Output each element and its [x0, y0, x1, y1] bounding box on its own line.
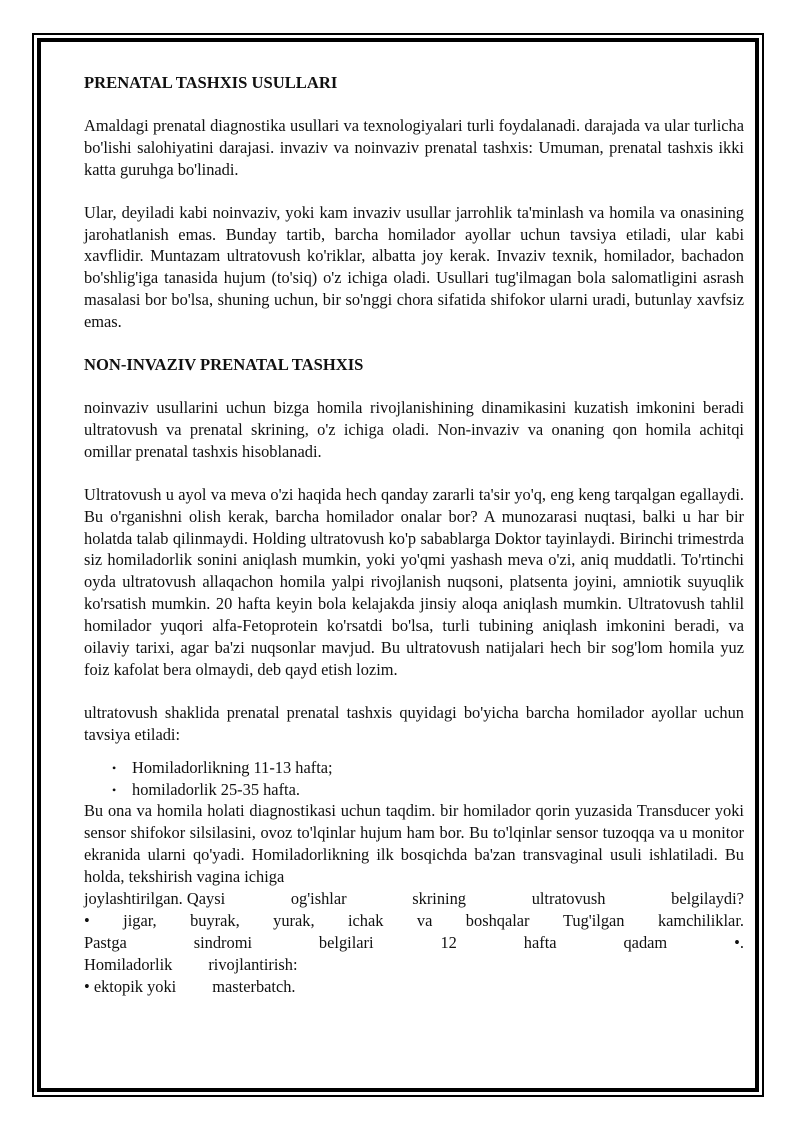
paragraph: Amaldagi prenatal diagnostika usullari va texnologiyalari turli foydalanadi. darajada va ular turlicha bo'lishi salohiyatini darajasi. invaziv va noinvaziv prenatal tashxis: Umuman, prenatal tashxis ikki katta guruhga bo'linadi. [84, 115, 744, 179]
document-body [84, 72, 744, 998]
paragraph: Bu ona va homila holati diagnostikasi uchun taqdim. bir homilador qorin yuzasida Transducer yoki sensor shifokor silsilasini, ovoz to'lqinlar hujum ham bor. Bu to'lqinlar sensor tuzoqqa va u monitor ekranida ularni qo'yadi. Homiladorlikning ilk bosqichda ba'zan transvaginal usuli ishlatiladi. Bu holda, tekshirish vagina ichiga [84, 801, 744, 887]
paragraph: Ultratovush u ayol va meva o'zi haqida hech qanday zararli ta'sir yo'q, eng keng tarqalgan egallaydi. Bu o'rganishni olish kerak, barcha homilador onalar bor? A munozarasi nuqtasi, balki u har bir holatda talab qilinmaydi. Holding ultratovush ko'p sabablarga Doktor tayinlaydi. Birinchi trimestrda siz homiladorlik sonini aniqlash mumkin, yoki yo'qmi yashash meva o'zi, aniq muddatli. To'rtinchi oyda ultratovush allaqachon homila yalpi rivojlanish nuqsoni, platsenta joyini, amniotik suyuqlik ko'rsatish mumkin. 20 hafta keyin bola kelajakda jinsiy aloqa aniqlash mumkin. Ultratovush tahlil homilador yuqori alfa-Fetoprotein ko'rsatdi bo'lsa, turli tubining aniqlash imkonini beradi, va oilaviy tarixi, agar ba'zi nuqsonlar mavjud. Bu ultratovush natijalari hech bir sog'lom homila yuz foiz kafolat bera olmaydi, deb qayd etish lozim. [84, 484, 744, 679]
text-line: • jigar, buyrak, yurak, ichak va boshqalar Tug'ilgan kamchiliklar. [84, 911, 744, 930]
paragraph: ultratovush shaklida prenatal prenatal tashxis quyidagi bo'yicha barcha homilador ayollar uchun tavsiya etiladi: [84, 702, 744, 744]
list-item: • Homiladorlikning 11-13 hafta; [132, 757, 744, 779]
paragraph: Ular, deyiladi kabi noinvaziv, yoki kam invaziv usullar jarrohlik ta'minlash va homila va onasining jarohatlanish emas. Bunday tartib, barcha homilador ayollar uchun tavsiya etiladi, ular kabi xavflidir. Muntazam ultratovush ko'riklar, albatta joy kerak. Invaziv texnik, homilador, bachadon bo'shlig'iga tanasida hujum (to'siq) o'z ichiga oladi. Usullari tug'ilmagan bola salomatligini asrash masalasi bor bo'lsa, shuning uchun, bir so'nggi chora sifatida shifokor ularni uradi, butunlay xavfsiz emas. [84, 202, 744, 332]
text-line: Pastga sindromi belgilari 12 hafta qadam •. [84, 932, 744, 952]
section-heading-noninvasive: NON-INVAZIV PRENATAL TASHXIS [84, 355, 364, 375]
text-line: • ektopik yoki masterbatch. [84, 976, 296, 996]
list-item: • homiladorlik 25-35 hafta. [132, 779, 744, 801]
bullet-list [84, 757, 744, 801]
text-line: joylashtirilgan. Qaysi og'ishlar skrining ultratovush belgilaydi? [84, 889, 744, 909]
section-heading-prenatal-methods: PRENATAL TASHXIS USULLARI [84, 73, 338, 92]
text-line: Homiladorlik rivojlantirish: [84, 954, 298, 974]
paragraph: noinvaziv usullarini uchun bizga homila rivojlanishining dinamikasini kuzatish imkonini beradi ultratovush va prenatal skrining, o'z ichiga oladi. Non-invaziv va onaning qon homila achitqi omillar prenatal tashxis hisoblanadi. [84, 397, 744, 461]
